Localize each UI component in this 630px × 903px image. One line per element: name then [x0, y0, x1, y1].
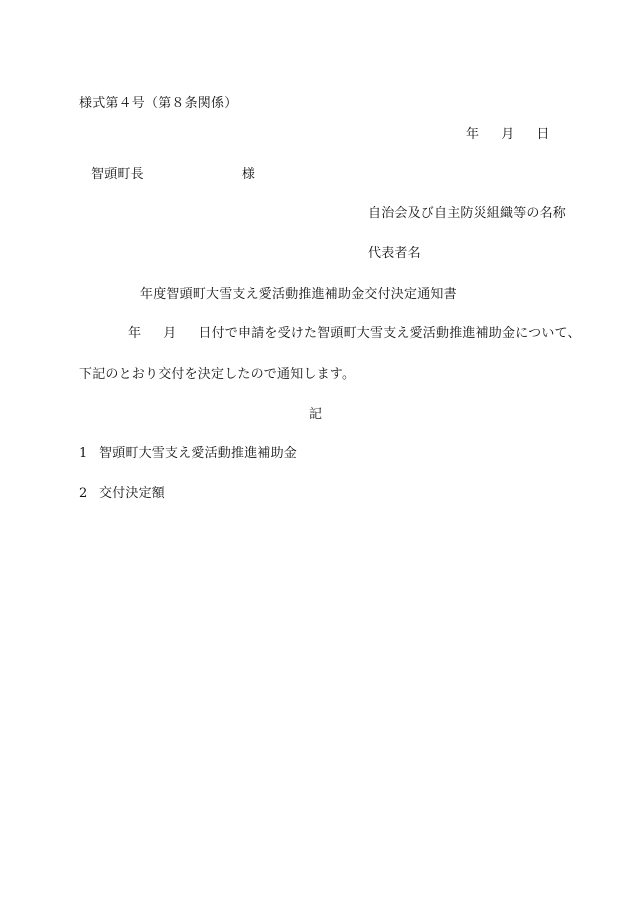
- body-line-2: 下記のとおり交付を決定したので通知します。: [79, 367, 356, 382]
- addressee-name: 智頭町長: [91, 167, 144, 182]
- item-number: 1: [79, 446, 88, 461]
- body-year-label: 年: [128, 326, 142, 341]
- date-day-label: 日: [536, 127, 550, 142]
- document-title: 年度智頭町大雪支え愛活動推進補助金交付決定通知書: [140, 287, 457, 302]
- date-year-label: 年: [466, 127, 480, 142]
- item-text: 交付決定額: [99, 486, 166, 501]
- form-number: 様式第４号（第８条関係）: [79, 96, 238, 111]
- date-line: [466, 127, 550, 143]
- date-month-label: 月: [501, 127, 515, 142]
- ki-heading: 記: [309, 407, 323, 422]
- addressee-honorific: 様: [241, 167, 256, 182]
- body-line-1-text: 日付で申請を受けた智頭町大雪支え愛活動推進補助金について、: [198, 326, 581, 341]
- organization-label: 自治会及び自主防災組織等の名称: [368, 206, 567, 221]
- body-month-label: 月: [163, 326, 177, 341]
- item-text: 智頭町大雪支え愛活動推進補助金: [99, 446, 298, 461]
- representative-label: 代表者名: [368, 246, 421, 261]
- addressee: [91, 167, 255, 183]
- item-number: 2: [79, 486, 88, 501]
- list-item: [79, 446, 297, 462]
- list-item: [79, 486, 165, 502]
- body-line-1: [128, 326, 581, 342]
